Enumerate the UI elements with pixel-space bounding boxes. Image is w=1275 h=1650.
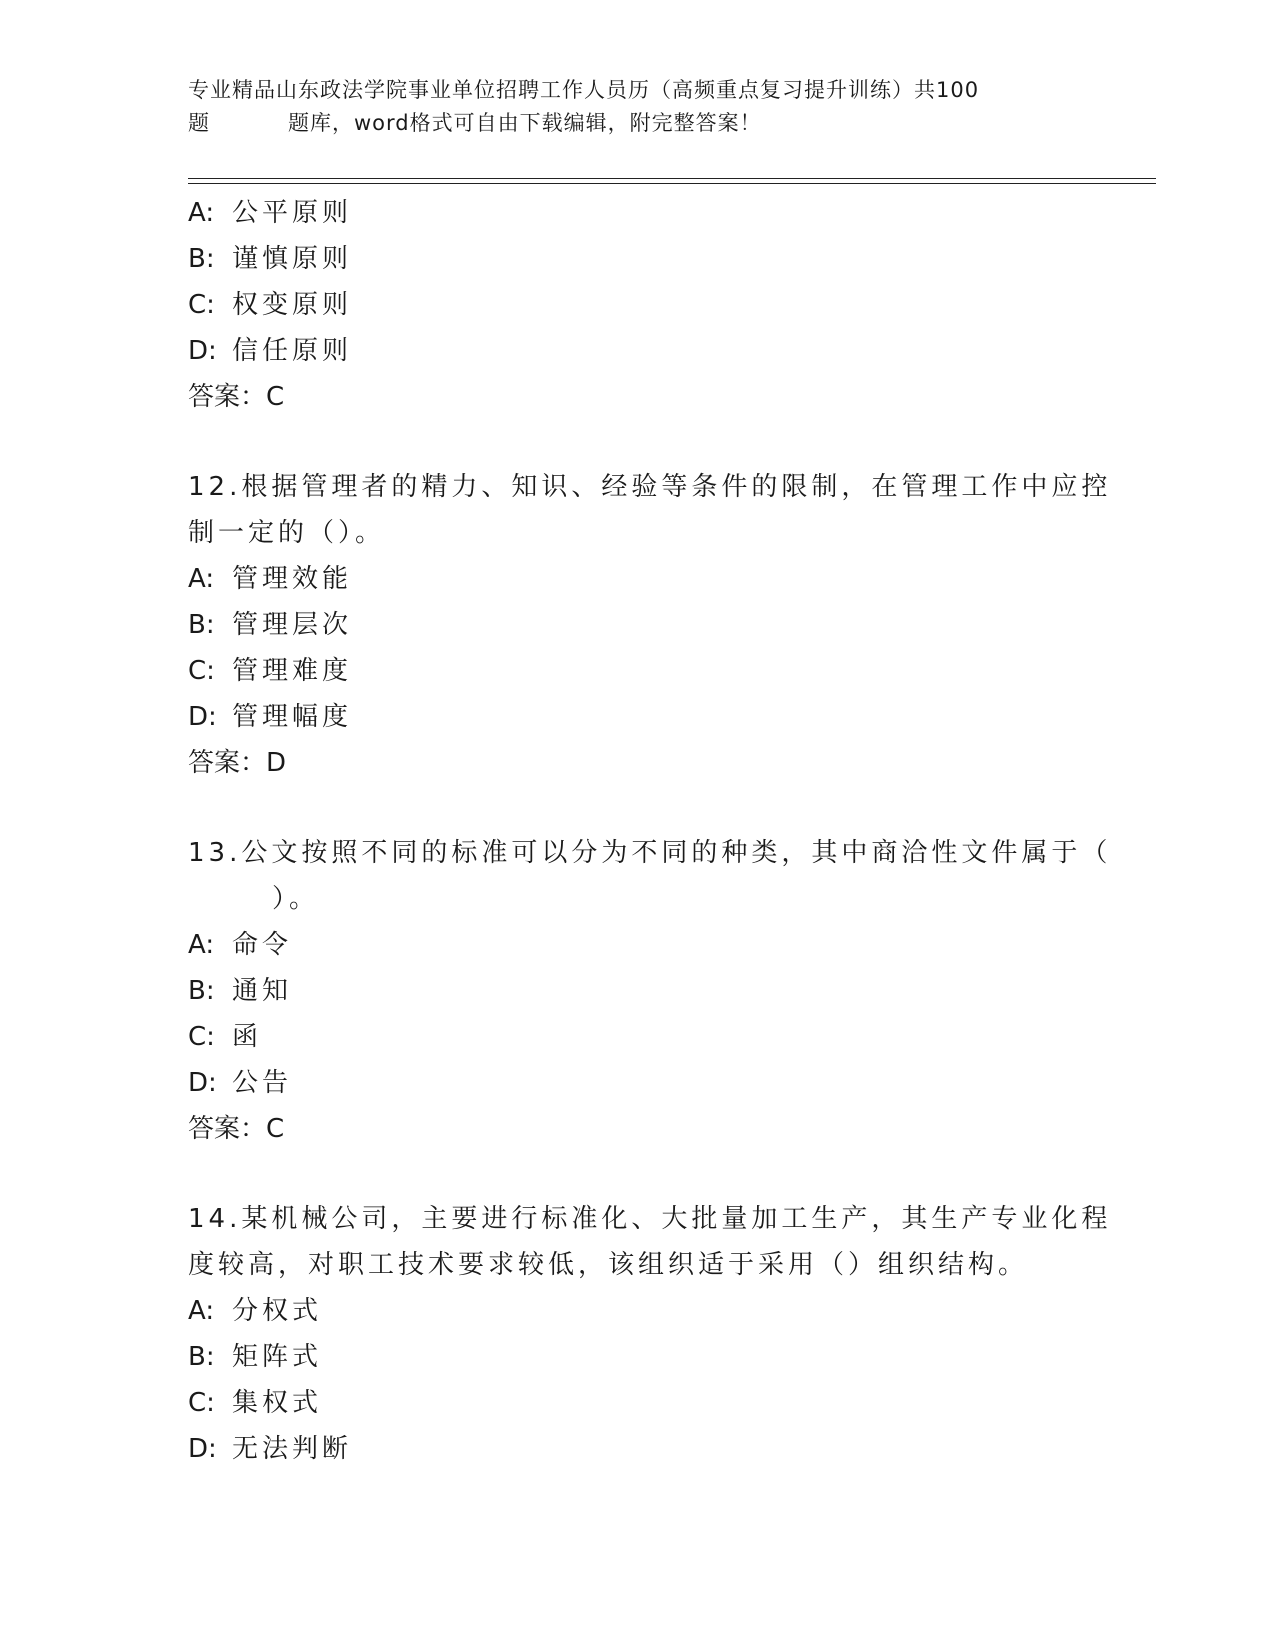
header-title-text: 题库，word格式可自由下载编辑，附完整答案！ bbox=[288, 111, 762, 135]
question-stem-line1: 12.根据管理者的精力、知识、经验等条件的限制，在管理工作中应控 bbox=[188, 472, 1112, 502]
answer-line: 答案：C bbox=[188, 1114, 285, 1144]
option-b bbox=[188, 968, 1088, 1014]
option-b bbox=[188, 1334, 1088, 1380]
option-a bbox=[188, 556, 1088, 602]
option-letter: D: bbox=[188, 336, 217, 366]
option-c bbox=[188, 1380, 1088, 1426]
option-text: 管理幅度 bbox=[232, 702, 353, 732]
question-11-tail bbox=[188, 190, 1088, 420]
question-stem-line1: 13.公文按照不同的标准可以分为不同的种类，其中商洽性文件属于（ bbox=[188, 838, 1112, 868]
option-letter: C: bbox=[188, 290, 215, 320]
option-c bbox=[188, 282, 1088, 328]
option-b bbox=[188, 236, 1088, 282]
option-letter: D: bbox=[188, 702, 217, 732]
header-title-line1: 专业精品山东政法学院事业单位招聘工作人员历（高频重点复习提升训练）共100 bbox=[188, 78, 980, 102]
option-text: 谨慎原则 bbox=[232, 244, 353, 274]
option-d bbox=[188, 1426, 1088, 1472]
option-a bbox=[188, 190, 1088, 236]
option-c bbox=[188, 1014, 1088, 1060]
question-stem-line2: ）。 bbox=[272, 884, 320, 914]
option-text: 管理难度 bbox=[232, 656, 353, 686]
option-text: 权变原则 bbox=[232, 290, 353, 320]
option-letter: B: bbox=[188, 1342, 215, 1372]
answer-line: 答案：C bbox=[188, 382, 285, 412]
option-text: 矩阵式 bbox=[232, 1342, 323, 1372]
option-text: 函 bbox=[232, 1022, 263, 1052]
question-stem-line2: 度较高，对职工技术要求较低，该组织适于采用（）组织结构。 bbox=[188, 1250, 1029, 1280]
question-14 bbox=[188, 1196, 1112, 1472]
header-title-line2 bbox=[188, 107, 1088, 140]
header-rule-bottom bbox=[188, 183, 1156, 184]
option-c bbox=[188, 648, 1088, 694]
option-a bbox=[188, 922, 1088, 968]
option-text: 公告 bbox=[232, 1068, 293, 1098]
document-header bbox=[188, 74, 1088, 140]
question-13 bbox=[188, 830, 1112, 1152]
option-d bbox=[188, 1060, 1088, 1106]
question-list bbox=[188, 190, 1112, 1472]
option-text: 信任原则 bbox=[232, 336, 353, 366]
option-text: 通知 bbox=[232, 976, 293, 1006]
option-letter: C: bbox=[188, 1022, 215, 1052]
option-letter: A: bbox=[188, 930, 215, 960]
option-text: 公平原则 bbox=[232, 198, 353, 228]
option-text: 管理效能 bbox=[232, 564, 353, 594]
option-text: 集权式 bbox=[232, 1388, 323, 1418]
option-letter: D: bbox=[188, 1434, 217, 1464]
option-d bbox=[188, 328, 1088, 374]
option-letter: A: bbox=[188, 198, 215, 228]
option-a bbox=[188, 1288, 1088, 1334]
option-text: 无法判断 bbox=[232, 1434, 353, 1464]
option-text: 管理层次 bbox=[232, 610, 353, 640]
option-letter: A: bbox=[188, 564, 215, 594]
option-d bbox=[188, 694, 1088, 740]
header-title-prefix: 题 bbox=[188, 111, 210, 135]
question-stem-line2: 制一定的（）。 bbox=[188, 518, 386, 548]
option-letter: C: bbox=[188, 656, 215, 686]
option-letter: B: bbox=[188, 244, 215, 274]
option-b bbox=[188, 602, 1088, 648]
option-letter: C: bbox=[188, 1388, 215, 1418]
option-letter: B: bbox=[188, 610, 215, 640]
option-text: 命令 bbox=[232, 930, 293, 960]
option-text: 分权式 bbox=[232, 1296, 323, 1326]
question-12 bbox=[188, 464, 1112, 786]
header-rule-top bbox=[188, 178, 1156, 179]
option-letter: A: bbox=[188, 1296, 215, 1326]
option-letter: B: bbox=[188, 976, 215, 1006]
question-stem-line1: 14.某机械公司，主要进行标准化、大批量加工生产，其生产专业化程 bbox=[188, 1204, 1112, 1234]
option-letter: D: bbox=[188, 1068, 217, 1098]
answer-line: 答案：D bbox=[188, 748, 287, 778]
